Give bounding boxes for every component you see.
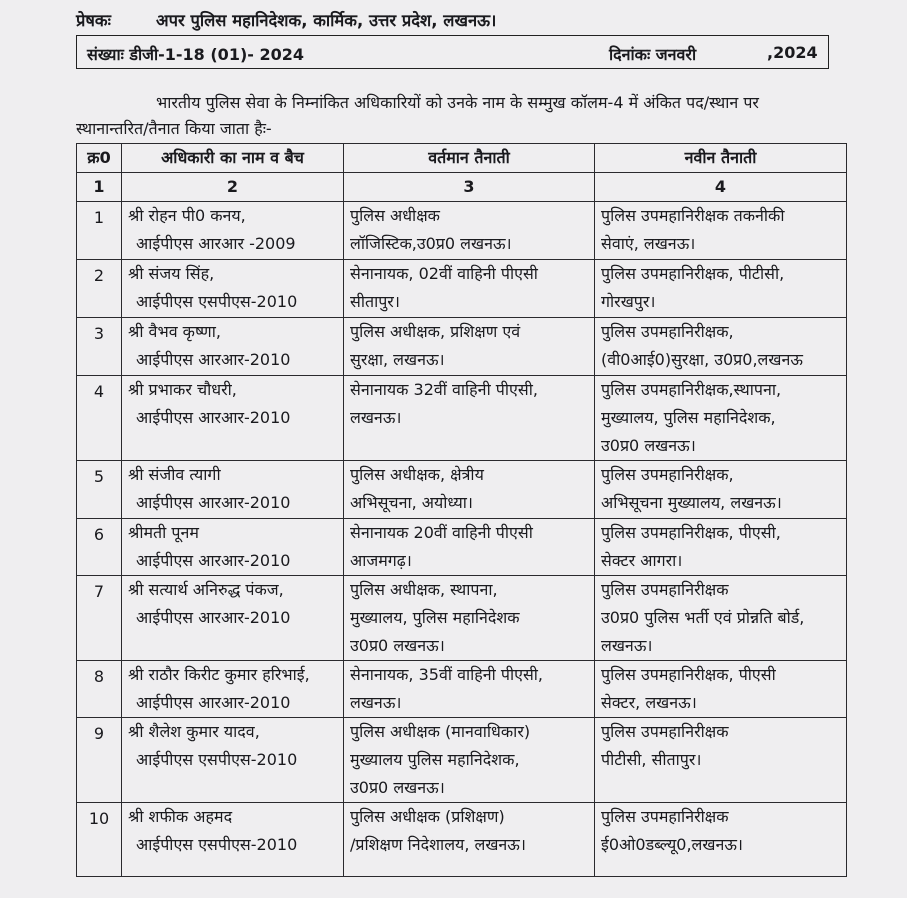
new-posting-cell [595,260,847,318]
officer-name-batch-line: आईपीएस आरआर-2010 [136,693,291,712]
column-number: 4 [595,173,847,202]
new-posting-line: पुलिस उपमहानिरीक्षक [601,807,729,826]
current-posting-line: पुलिस अधीक्षक, क्षेत्रीय [350,465,484,484]
new-posting-line: गोरखपुर। [601,292,656,311]
table-row [77,461,847,519]
officer-name-batch-line: आईपीएस आरआर -2009 [136,234,296,253]
officer-name-batch-line: आईपीएस एसपीएस-2010 [136,835,298,854]
new-posting-line: पुलिस उपमहानिरीक्षक, पीएसी [601,665,776,684]
current-posting-line: उ0प्र0 लखनऊ। [350,778,445,797]
serial-number: 3 [77,318,122,376]
officer-name-batch-cell [122,576,344,661]
new-posting-cell [595,718,847,803]
transfer-table [76,143,847,877]
officer-name-batch-cell [122,661,344,718]
new-posting-line: (वी0आई0)सुरक्षा, उ0प्र0,लखनऊ [601,350,803,369]
officer-name-batch-cell [122,461,344,519]
current-posting-line: लखनऊ। [350,408,402,427]
current-posting-line: पुलिस अधीक्षक (मानवाधिकार) [350,722,531,741]
serial-number: 4 [77,376,122,461]
date-year: ,2024 [767,43,818,62]
new-posting-line: पुलिस उपमहानिरीक्षक, [601,465,734,484]
new-posting-cell [595,461,847,519]
officer-name-batch-line: श्री रोहन पी0 कनय, [128,206,246,225]
new-posting-cell [595,376,847,461]
new-posting-cell [595,318,847,376]
intro-paragraph [76,90,876,142]
current-posting-cell [344,461,595,519]
table-row [77,260,847,318]
new-posting-cell [595,202,847,260]
officer-name-batch-cell [122,718,344,803]
serial-number: 5 [77,461,122,519]
new-posting-line: पुलिस उपमहानिरीक्षक, पीएसी, [601,523,781,542]
officer-name-batch-line: श्री राठौर किरीट कुमार हरिभाई, [128,665,310,684]
column-number-row [77,173,847,202]
column-number: 2 [122,173,344,202]
column-number: 1 [77,173,122,202]
new-posting-line: पुलिस उपमहानिरीक्षक,स्थापना, [601,380,782,399]
officer-name-batch-line: आईपीएस एसपीएस-2010 [136,750,298,769]
current-posting-line: सीतापुर। [350,292,400,311]
serial-number: 8 [77,661,122,718]
current-posting-cell [344,202,595,260]
table-row [77,576,847,661]
new-posting-cell [595,803,847,877]
serial-number: 6 [77,519,122,576]
new-posting-line: लखनऊ। [601,636,653,655]
current-posting-line: सुरक्षा, लखनऊ। [350,350,445,369]
serial-number: 7 [77,576,122,661]
header-serial: क्र0 [77,144,122,173]
current-posting-cell [344,718,595,803]
reference-number: संख्याः डीजी-1-18 (01)- 2024 [87,45,305,64]
officer-name-batch-line: श्रीमती पूनम [128,523,199,542]
current-posting-line: लखनऊ। [350,693,402,712]
new-posting-line: पुलिस उपमहानिरीक्षक, [601,322,734,341]
new-posting-line: अभिसूचना मुख्यालय, लखनऊ। [601,493,782,512]
officer-name-batch-line: श्री संजीव त्यागी [128,465,221,484]
current-posting-line: सेनानायक, 02वीं वाहिनी पीएसी [350,264,538,283]
new-posting-cell [595,519,847,576]
serial-number: 2 [77,260,122,318]
serial-number: 10 [77,803,122,877]
current-posting-line: मुख्यालय, पुलिस महानिदेशक [350,608,520,627]
current-posting-line: सेनानायक, 35वीं वाहिनी पीएसी, [350,665,544,684]
sender-line [76,8,496,31]
column-number: 3 [344,173,595,202]
officer-name-batch-line: आईपीएस आरआर-2010 [136,608,291,627]
header-current-posting: वर्तमान तैनाती [344,144,595,173]
current-posting-line: मुख्यालय पुलिस महानिदेशक, [350,750,520,769]
reference-box [76,35,829,69]
current-posting-cell [344,661,595,718]
sender-label: प्रेषकः [76,11,111,30]
date-label: दिनांकः जनवरी [609,45,697,64]
current-posting-line: पुलिस अधीक्षक, प्रशिक्षण एवं [350,322,521,341]
new-posting-line: सेवाएं, लखनऊ। [601,234,696,253]
intro-line-2: स्थानान्तरित/तैनात किया जाता हैः- [76,119,272,138]
new-posting-line: मुख्यालय, पुलिस महानिदेशक, [601,408,776,427]
sender-value: अपर पुलिस महानिदेशक, कार्मिक, उत्तर प्रदेश, लखनऊ। [156,11,497,30]
serial-number: 9 [77,718,122,803]
table-row [77,376,847,461]
current-posting-line: पुलिस अधीक्षक, स्थापना, [350,580,498,599]
officer-name-batch-line: आईपीएस आरआर-2010 [136,408,291,427]
new-posting-cell [595,661,847,718]
serial-number: 1 [77,202,122,260]
new-posting-line: पीटीसी, सीतापुर। [601,750,702,769]
current-posting-line: पुलिस अधीक्षक (प्रशिक्षण) [350,807,505,826]
officer-name-batch-line: श्री सत्यार्थ अनिरुद्ध पंकज, [128,580,284,599]
officer-name-batch-line: श्री शैलेश कुमार यादव, [128,722,260,741]
officer-name-batch-line: आईपीएस एसपीएस-2010 [136,292,298,311]
current-posting-line: सेनानायक 32वीं वाहिनी पीएसी, [350,380,538,399]
current-posting-cell [344,260,595,318]
new-posting-line: सेक्टर आगरा। [601,551,683,570]
new-posting-line: पुलिस उपमहानिरीक्षक [601,580,729,599]
current-posting-cell [344,519,595,576]
officer-name-batch-line: आईपीएस आरआर-2010 [136,551,291,570]
officer-name-batch-line: श्री प्रभाकर चौधरी, [128,380,237,399]
current-posting-line: लॉजिस्टिक,उ0प्र0 लखनऊ। [350,234,512,253]
current-posting-cell [344,318,595,376]
current-posting-line: उ0प्र0 लखनऊ। [350,636,445,655]
table-header-row [77,144,847,173]
new-posting-line: पुलिस उपमहानिरीक्षक, पीटीसी, [601,264,785,283]
new-posting-line: ई0ओ0डब्ल्यू0,लखनऊ। [601,835,743,854]
officer-name-batch-cell [122,519,344,576]
table-row [77,318,847,376]
header-name: अधिकारी का नाम व बैच [122,144,344,173]
current-posting-line: पुलिस अधीक्षक [350,206,440,225]
new-posting-line: उ0प्र0 पुलिस भर्ती एवं प्रोन्नति बोर्ड, [601,608,805,627]
current-posting-line: सेनानायक 20वीं वाहिनी पीएसी [350,523,533,542]
intro-line-1: भारतीय पुलिस सेवा के निम्नांकित अधिकारियों को उनके नाम के सम्मुख कॉलम-4 में अंकित पद/स्थान पर [156,93,759,112]
officer-name-batch-line: श्री वैभव कृष्णा, [128,322,221,341]
current-posting-cell [344,576,595,661]
new-posting-line: पुलिस उपमहानिरीक्षक [601,722,729,741]
current-posting-line: अभिसूचना, अयोध्या। [350,493,473,512]
table-row [77,803,847,877]
current-posting-line: आजमगढ़। [350,551,412,570]
table-row [77,519,847,576]
officer-name-batch-line: आईपीएस आरआर-2010 [136,493,291,512]
new-posting-line: पुलिस उपमहानिरीक्षक तकनीकी [601,206,785,225]
new-posting-line: सेक्टर, लखनऊ। [601,693,697,712]
table-row [77,661,847,718]
officer-name-batch-line: श्री शफीक अहमद [128,807,233,826]
officer-name-batch-cell [122,202,344,260]
officer-name-batch-cell [122,318,344,376]
table-row [77,202,847,260]
table-row [77,718,847,803]
officer-name-batch-line: आईपीएस आरआर-2010 [136,350,291,369]
officer-name-batch-cell [122,260,344,318]
current-posting-cell [344,803,595,877]
header-new-posting: नवीन तैनाती [595,144,847,173]
officer-name-batch-cell [122,376,344,461]
new-posting-line: उ0प्र0 लखनऊ। [601,436,696,455]
officer-name-batch-cell [122,803,344,877]
current-posting-cell [344,376,595,461]
new-posting-cell [595,576,847,661]
officer-name-batch-line: श्री संजय सिंह, [128,264,215,283]
current-posting-line: /प्रशिक्षण निदेशालय, लखनऊ। [350,835,526,854]
